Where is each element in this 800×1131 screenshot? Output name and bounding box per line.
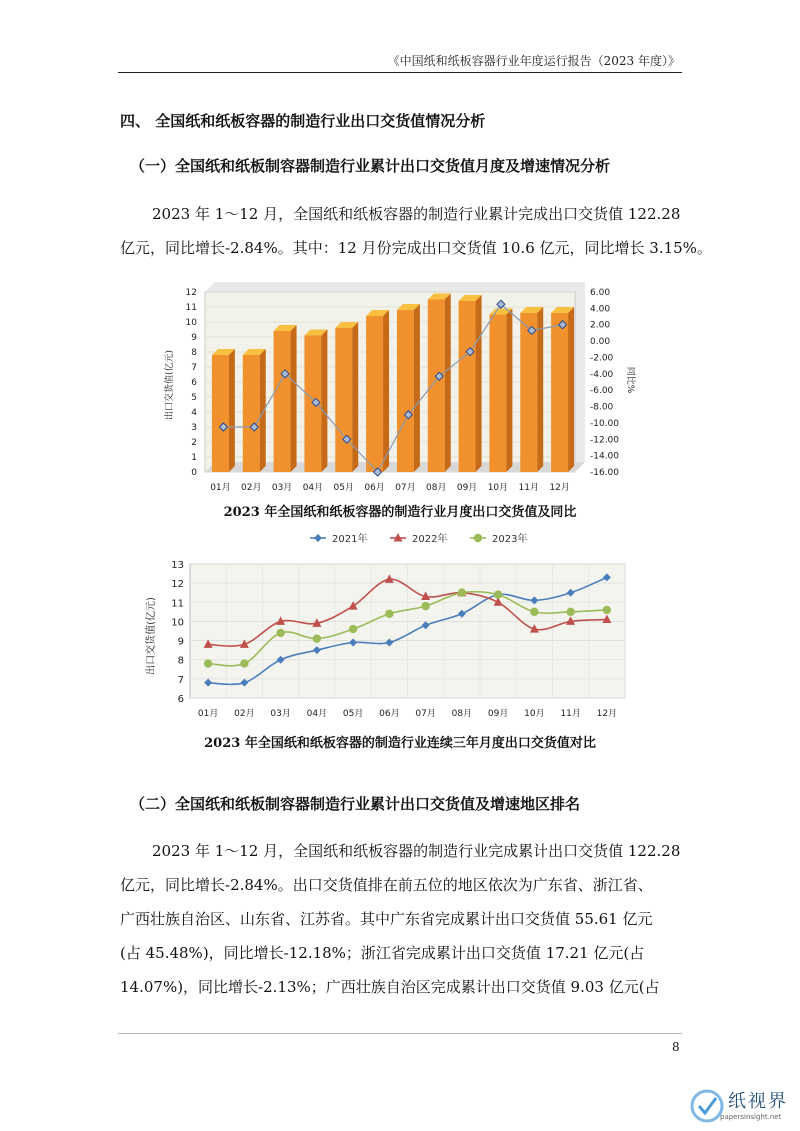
- series-marker: [421, 602, 429, 610]
- page-number: 8: [672, 1040, 680, 1054]
- bar: [366, 316, 383, 472]
- bar-side: [506, 309, 512, 473]
- series-marker: [566, 608, 574, 616]
- paragraph-line: 亿元，同比增长-2.84%。其中：12 月份完成出口交货值 10.6 亿元，同比增长 3.15%。: [120, 239, 712, 257]
- x-tick-label: 02月: [234, 709, 255, 719]
- y-tick-label: 10: [171, 617, 184, 629]
- three-year-line-chart: [140, 526, 640, 726]
- bar-side: [445, 294, 451, 473]
- y-tick-label: 5: [191, 393, 197, 403]
- paragraph-line: (占 45.48%)，同比增长-12.18%；浙江省完成累计出口交货值 17.21 亿元(占: [120, 944, 645, 962]
- series-marker: [603, 606, 611, 614]
- y-tick-label: 9: [191, 333, 197, 343]
- y-tick-label: 13: [171, 560, 184, 571]
- bar-side: [229, 349, 235, 472]
- bar-side: [414, 304, 420, 472]
- bar: [428, 300, 445, 473]
- series-marker: [314, 534, 322, 542]
- x-tick-label: 01月: [210, 483, 231, 493]
- y-tick-label: 8: [191, 348, 197, 358]
- x-tick-label: 02月: [241, 483, 262, 493]
- bar-side: [568, 307, 574, 472]
- x-tick-label: 09月: [487, 709, 509, 719]
- series-marker: [349, 625, 357, 633]
- chart2-legend: [310, 532, 527, 545]
- y-tick-label: 11: [171, 598, 184, 610]
- x-tick-label: 06月: [379, 709, 400, 719]
- y-tick-label: 8: [177, 655, 184, 667]
- chart1-y-ticks: [186, 288, 198, 478]
- bar: [212, 355, 229, 472]
- logo-name: 纸视界: [728, 1091, 788, 1112]
- y-right-tick-label: -10.00: [590, 418, 620, 429]
- x-tick-label: 08月: [426, 483, 447, 493]
- y-tick-label: 4: [191, 408, 197, 418]
- y-right-tick-label: -16.00: [590, 468, 620, 478]
- legend-label: 2021年: [332, 534, 368, 545]
- bar: [397, 310, 414, 472]
- header-title: 《中国纸和纸板容器行业年度运行报告（2023 年度）》: [387, 54, 680, 68]
- y-tick-label: 7: [191, 363, 197, 373]
- monthly-export-bar-chart: [150, 280, 635, 500]
- y-tick-label: 2: [191, 438, 197, 448]
- section-heading: 四、 全国纸和纸板容器的制造行业出口交货值情况分析: [120, 112, 486, 130]
- bar: [459, 301, 476, 472]
- y-tick-label: 0: [191, 468, 197, 478]
- y-right-tick-label: 6.00: [590, 288, 611, 298]
- paragraph-line: 14.07%)，同比增长-2.13%；广西壮族自治区完成累计出口交货值 9.03 亿元(占: [120, 978, 660, 996]
- legend-label: 2022年: [412, 534, 448, 545]
- bar: [335, 328, 352, 472]
- chart1-ylabel-right: 同比%: [625, 366, 635, 394]
- chart1-ylabel: 出口交货值(亿元): [165, 349, 175, 421]
- x-tick-label: 11月: [560, 709, 581, 719]
- bar-side: [260, 349, 266, 472]
- footer-rule: [118, 1033, 682, 1034]
- y-right-tick-label: -8.00: [590, 402, 614, 413]
- bar: [274, 331, 291, 472]
- paragraph-line: 2023 年 1～12 月，全国纸和纸板容器的制造行业累计完成出口交货值 122.28: [152, 205, 681, 223]
- y-tick-label: 10: [185, 318, 197, 328]
- y-right-tick-label: 4.00: [590, 304, 611, 315]
- chart2-caption: 2023 年全国纸和纸板容器的制造行业连续三年月度出口交货值对比: [204, 736, 596, 751]
- series-marker: [474, 534, 482, 542]
- x-tick-label: 07月: [415, 709, 436, 719]
- x-tick-label: 12月: [596, 709, 618, 719]
- x-tick-label: 03月: [271, 483, 293, 493]
- bar-side: [321, 330, 327, 473]
- bar-side: [383, 310, 389, 472]
- x-tick-label: 11月: [518, 483, 539, 493]
- chart1-caption: 2023 年全国纸和纸板容器的制造行业月度出口交货值及同比: [223, 505, 577, 520]
- series-marker: [240, 659, 248, 667]
- x-tick-label: 05月: [342, 709, 364, 719]
- subsection-2-paragraph: [120, 834, 680, 1004]
- series-marker: [385, 610, 393, 618]
- x-tick-label: 12月: [549, 483, 570, 493]
- x-tick-label: 10月: [487, 483, 509, 493]
- x-tick-label: 04月: [302, 483, 324, 493]
- legend-label: 2023年: [492, 534, 528, 545]
- y-right-tick-label: -12.00: [590, 435, 620, 446]
- y-tick-label: 11: [185, 303, 197, 313]
- logo-icon: [690, 1089, 724, 1123]
- y-tick-label: 12: [171, 579, 184, 591]
- x-tick-label: 03月: [270, 709, 291, 719]
- chart2-plot: [190, 564, 625, 698]
- bar: [520, 313, 537, 472]
- series-marker: [494, 590, 502, 598]
- y-right-tick-label: -2.00: [590, 353, 614, 364]
- x-tick-label: 08月: [451, 709, 473, 719]
- subsection-1-paragraph: [120, 197, 712, 265]
- x-tick-label: 06月: [364, 483, 385, 493]
- bar-side: [537, 307, 543, 472]
- watermark-logo: [690, 1085, 800, 1131]
- x-tick-label: 10月: [524, 709, 545, 719]
- x-tick-label: 07月: [395, 483, 416, 493]
- x-tick-label: 09月: [456, 483, 478, 493]
- bar-side: [352, 322, 358, 472]
- y-tick-label: 7: [177, 674, 184, 686]
- series-marker: [530, 608, 538, 616]
- header-rule: [118, 72, 682, 73]
- subsection-2-heading: （二）全国纸和纸板制容器制造行业累计出口交货值及增速地区排名: [130, 795, 581, 813]
- paragraph-line: 2023 年 1～12 月，全国纸和纸板容器的制造行业完成累计出口交货值 122.28: [152, 842, 681, 860]
- series-marker: [313, 634, 321, 642]
- bar: [551, 313, 568, 472]
- y-tick-label: 1: [191, 453, 197, 463]
- y-tick-label: 6: [177, 694, 184, 705]
- y-tick-label: 3: [191, 423, 197, 433]
- y-right-tick-label: 2.00: [590, 320, 611, 331]
- y-tick-label: 12: [185, 288, 197, 298]
- chart2-y-ticks: [171, 560, 184, 705]
- chart2-x-ticks: [198, 708, 617, 719]
- x-tick-label: 04月: [306, 709, 328, 719]
- paragraph-line: 亿元，同比增长-2.84%。出口交货值排在前五位的地区依次为广东省、浙江省、: [120, 876, 653, 894]
- bar-side: [476, 295, 482, 472]
- x-tick-label: 05月: [333, 483, 354, 493]
- bar: [243, 355, 260, 472]
- series-marker: [458, 589, 466, 597]
- y-tick-label: 9: [177, 636, 184, 648]
- x-tick-label: 01月: [197, 709, 219, 719]
- y-right-tick-label: -4.00: [590, 369, 614, 380]
- series-marker: [276, 629, 284, 637]
- y-right-tick-label: -14.00: [590, 451, 620, 462]
- subsection-1-heading: （一）全国纸和纸板制容器制造行业累计出口交货值月度及增速情况分析: [130, 157, 611, 175]
- y-right-tick-label: -6.00: [590, 386, 614, 397]
- bar-side: [291, 325, 297, 472]
- series-marker: [204, 659, 212, 667]
- chart1-y-right-ticks: [590, 288, 619, 478]
- logo-url: papersinsight.net: [720, 1113, 782, 1121]
- chart2-ylabel: 出口交货值(亿元): [146, 597, 157, 675]
- bar: [489, 315, 506, 473]
- chart1-x-ticks: [210, 482, 570, 493]
- y-tick-label: 6: [191, 378, 197, 388]
- paragraph-line: 广西壮族自治区、山东省、江苏省。其中广东省完成累计出口交货值 55.61 亿元: [120, 910, 653, 928]
- y-right-tick-label: 0.00: [590, 337, 611, 348]
